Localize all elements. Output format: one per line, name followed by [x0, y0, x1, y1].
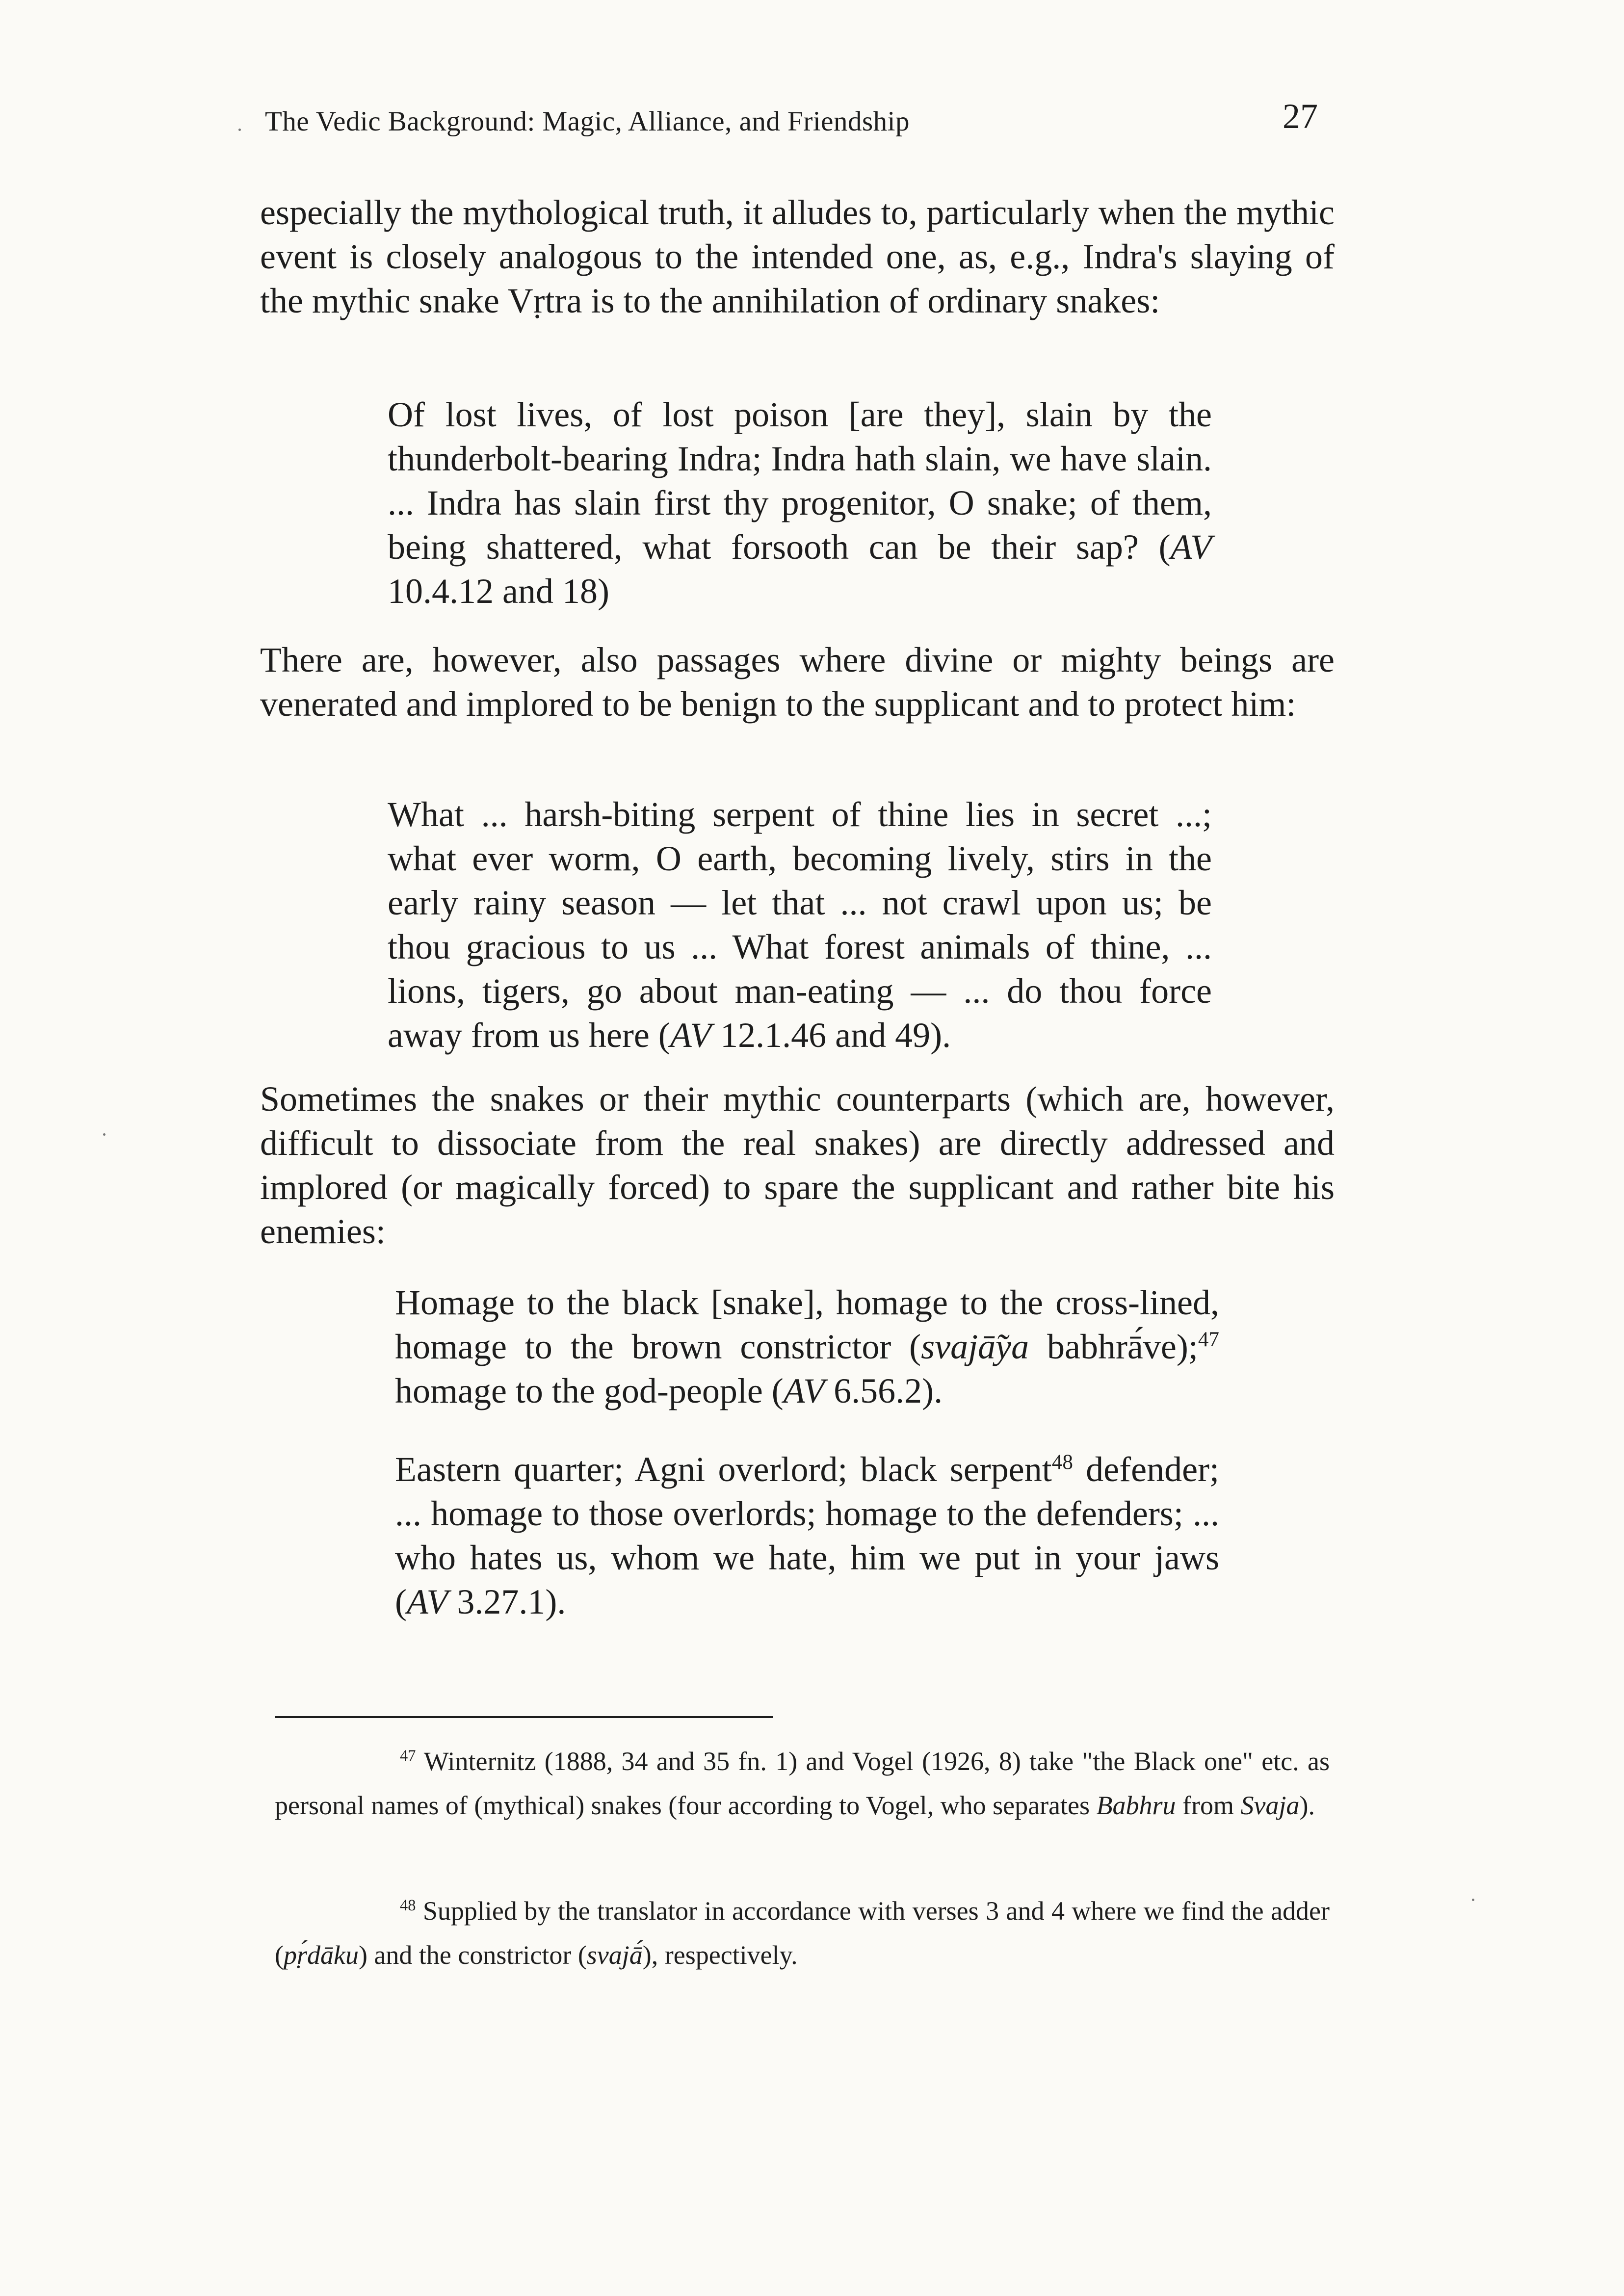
footnote-divider — [275, 1716, 773, 1718]
scan-speck — [103, 1133, 105, 1136]
block-quote-2 — [388, 792, 1212, 1057]
quote-text: babhrā́ve); — [1029, 1327, 1198, 1366]
footnote-italic: pṛ́dāku — [283, 1940, 359, 1970]
paragraph-1: especially the mythological truth, it alludes to, particularly when the mythic event is closely analogous to the intended one, as, e.g., Indra's slaying of the mythic snake Vṛtra is to the annihilation of ordinary snakes: — [260, 193, 1335, 320]
source-abbrev: AV — [1170, 527, 1212, 567]
footnote-italic: svajā́ — [586, 1940, 643, 1970]
block-quote-4 — [395, 1447, 1219, 1624]
footnote-text: Winternitz (1888, 34 and 35 fn. 1) and Vogel (1926, 8) take "the Black one" etc. as personal names of (mythical) snakes (four according to Vogel, who separates — [275, 1747, 1330, 1820]
source-abbrev: AV — [783, 1371, 825, 1410]
scan-speck — [1472, 1899, 1474, 1901]
footnote-text: ). — [1299, 1791, 1315, 1820]
page-number: 27 — [1283, 97, 1318, 136]
footnote-47 — [275, 1739, 1330, 1827]
quote-text: defender; ... homage to those overlords; homage to the defenders; ... who hates us, whom we hate, him we put in your jaws ( — [395, 1450, 1220, 1621]
source-ref: 3.27.1). — [448, 1582, 566, 1621]
footnote-ref-48[interactable]: 48 — [1051, 1451, 1073, 1474]
source-ref: 10.4.12 and 18) — [388, 572, 609, 611]
running-header: The Vedic Background: Magic, Alliance, and Friendship — [265, 106, 910, 137]
footnote-text: from — [1176, 1791, 1241, 1820]
sanskrit-term: svajā̃ya — [921, 1327, 1029, 1366]
footnote-ref-47[interactable]: 47 — [1198, 1328, 1220, 1351]
footnote-text: ) and the constrictor ( — [358, 1940, 587, 1970]
source-ref: 12.1.46 and 49). — [711, 1016, 951, 1055]
source-ref: 6.56.2). — [825, 1371, 943, 1410]
quote-text: Homage to the black [snake], homage to the cross-lined, homage to the brown constrictor ( — [395, 1283, 1219, 1366]
footnote-text: Supplied by the translator in accordance with verses 3 and 4 where we find the adder ( — [275, 1896, 1330, 1970]
quote-text: Eastern quarter; Agni overlord; black serpent — [395, 1450, 1052, 1489]
source-abbrev: AV — [670, 1016, 712, 1055]
quote-text: What ... harsh-biting serpent of thine lies in secret ...; what ever worm, O earth, becoming lively, stirs in the early rainy season — let that ... not crawl upon us; be thou gracious to us ... What forest animals of thine, ... lions, tigers, go about man-eating — ... do thou force away from us here ( — [388, 795, 1212, 1055]
footnote-48 — [275, 1889, 1330, 1977]
footnote-italic: Babhru — [1096, 1791, 1176, 1820]
scan-speck — [238, 129, 241, 131]
footnote-number: 48 — [400, 1897, 416, 1914]
paragraph-2: There are, however, also passages where divine or mighty beings are venerated and implored to be benign to the supplicant and to protect him: — [260, 640, 1335, 724]
block-quote-1 — [388, 392, 1212, 613]
footnote-number: 47 — [400, 1747, 416, 1765]
source-abbrev: AV — [406, 1582, 448, 1621]
footnote-text: ), respectively. — [642, 1940, 798, 1970]
block-quote-3 — [395, 1280, 1219, 1413]
paragraph-3: Sometimes the snakes or their mythic counterparts (which are, however, difficult to dissociate from the real snakes) are directly addressed and implored (or magically forced) to spare the supplicant and rather bite his enemies: — [260, 1079, 1335, 1251]
quote-text: homage to the god-people ( — [395, 1371, 784, 1410]
footnote-italic: Svaja — [1240, 1791, 1300, 1820]
quote-text: Of lost lives, of lost poison [are they], slain by the thunderbolt-bearing Indra; Indra hath slain, we have slain. ... Indra has slain first thy progenitor, O snake; of them, being shattered, what forsooth can be their sap? ( — [388, 395, 1212, 567]
